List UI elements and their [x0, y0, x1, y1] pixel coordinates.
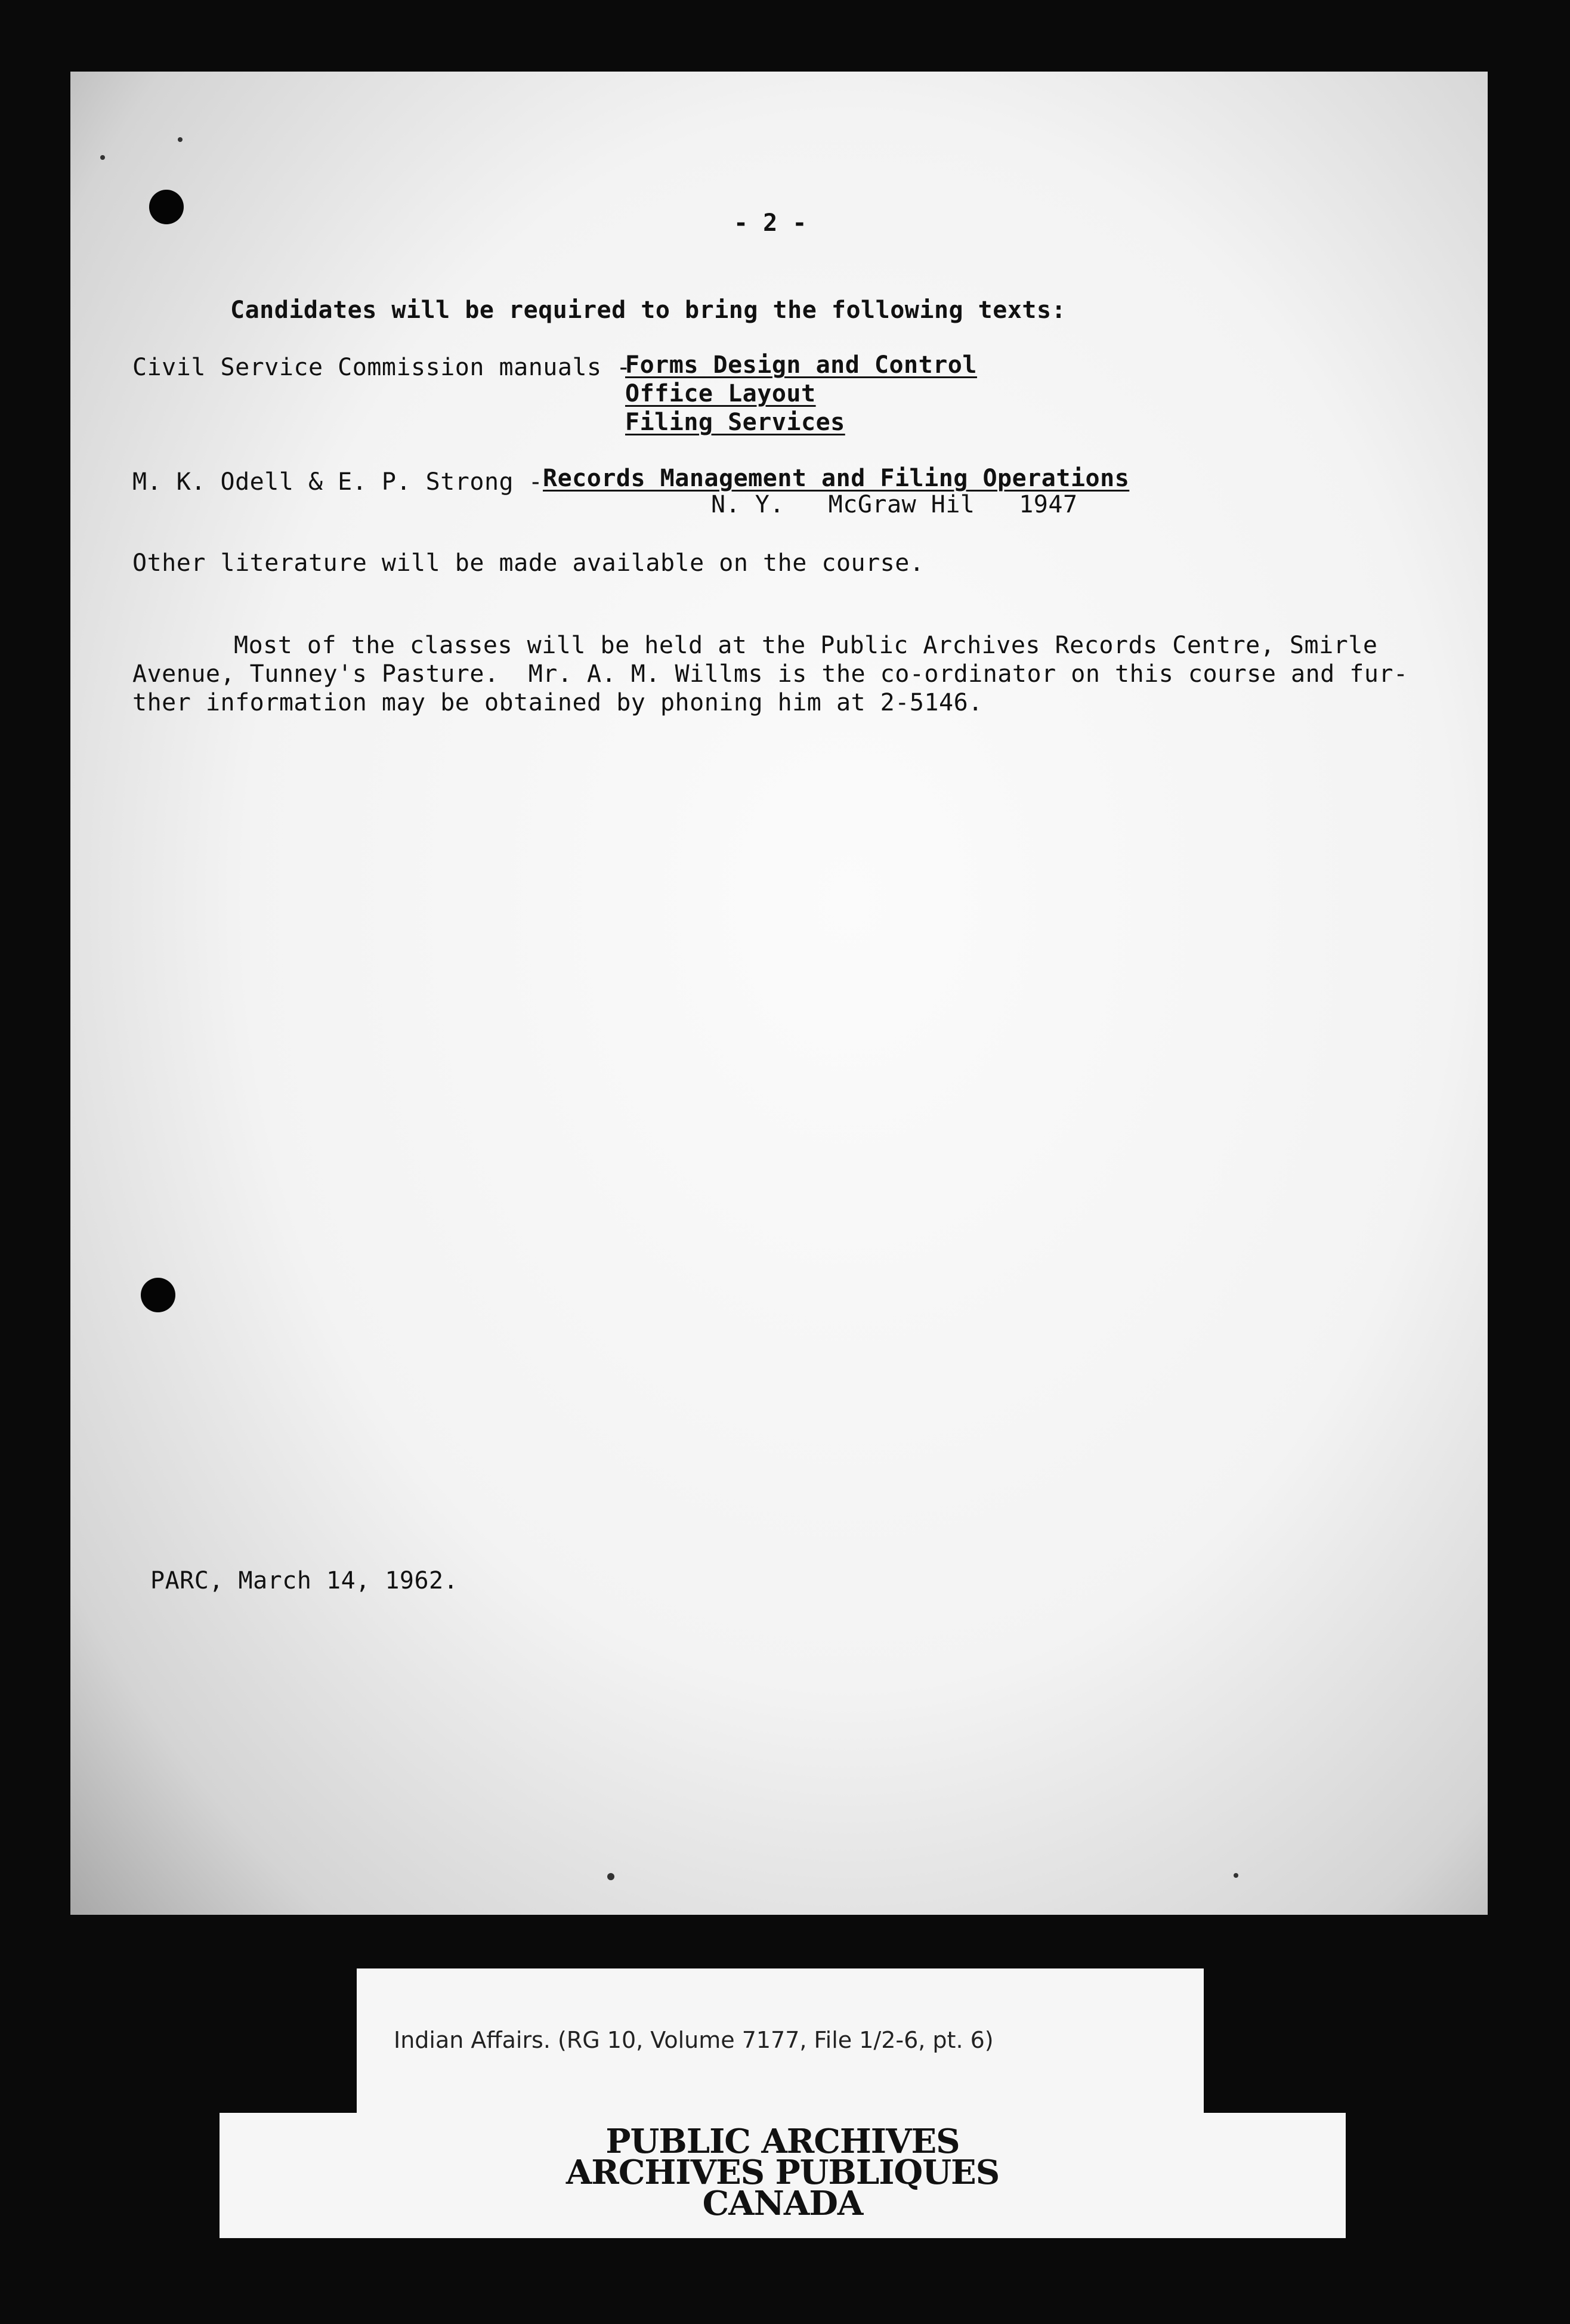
- document-page: [70, 72, 1488, 1915]
- label-notch: [1230, 1976, 1346, 2113]
- punch-hole-bottom: [141, 1278, 175, 1312]
- manual-title: Office Layout: [625, 380, 816, 407]
- page-number: - 2 -: [734, 209, 807, 237]
- book-publisher: N. Y. McGraw Hil 1947: [711, 491, 1078, 518]
- stamp-line: ARCHIVES PUBLIQUES: [565, 2153, 1000, 2192]
- paragraph-line: Most of the classes will be held at the Public Archives Records Centre, Smirle: [234, 632, 1378, 659]
- book-title: Records Management and Filing Operations: [543, 465, 1130, 492]
- stamp-line: CANADA: [702, 2184, 863, 2223]
- manual-title: Filing Services: [625, 409, 845, 436]
- speck: [100, 155, 105, 160]
- manual-title: Forms Design and Control: [625, 351, 977, 379]
- label-edge: [341, 1968, 357, 2113]
- speck: [607, 1873, 614, 1880]
- speck: [1234, 1873, 1238, 1878]
- stamp-line: PUBLIC ARCHIVES: [605, 2122, 960, 2161]
- paragraph-line: ther information may be obtained by phoning him at 2-5146.: [132, 689, 983, 716]
- signature-date: PARC, March 14, 1962.: [150, 1567, 459, 1594]
- label-edge: [1204, 1968, 1230, 2113]
- other-literature: Other literature will be made available on the course.: [132, 549, 925, 577]
- archive-reference: Indian Affairs. (RG 10, Volume 7177, File 1/2-6, pt. 6): [394, 2027, 994, 2053]
- manuals-lead: Civil Service Commission manuals -: [132, 354, 631, 381]
- label-notch: [220, 1976, 357, 2113]
- speck: [178, 137, 183, 142]
- intro-line: Candidates will be required to bring the following texts:: [230, 296, 1067, 324]
- punch-hole-top: [149, 190, 184, 224]
- paragraph-line: Avenue, Tunney's Pasture. Mr. A. M. Willms is the co-ordinator on this course and fur-: [132, 660, 1408, 688]
- authors-lead: M. K. Odell & E. P. Strong -: [132, 468, 543, 496]
